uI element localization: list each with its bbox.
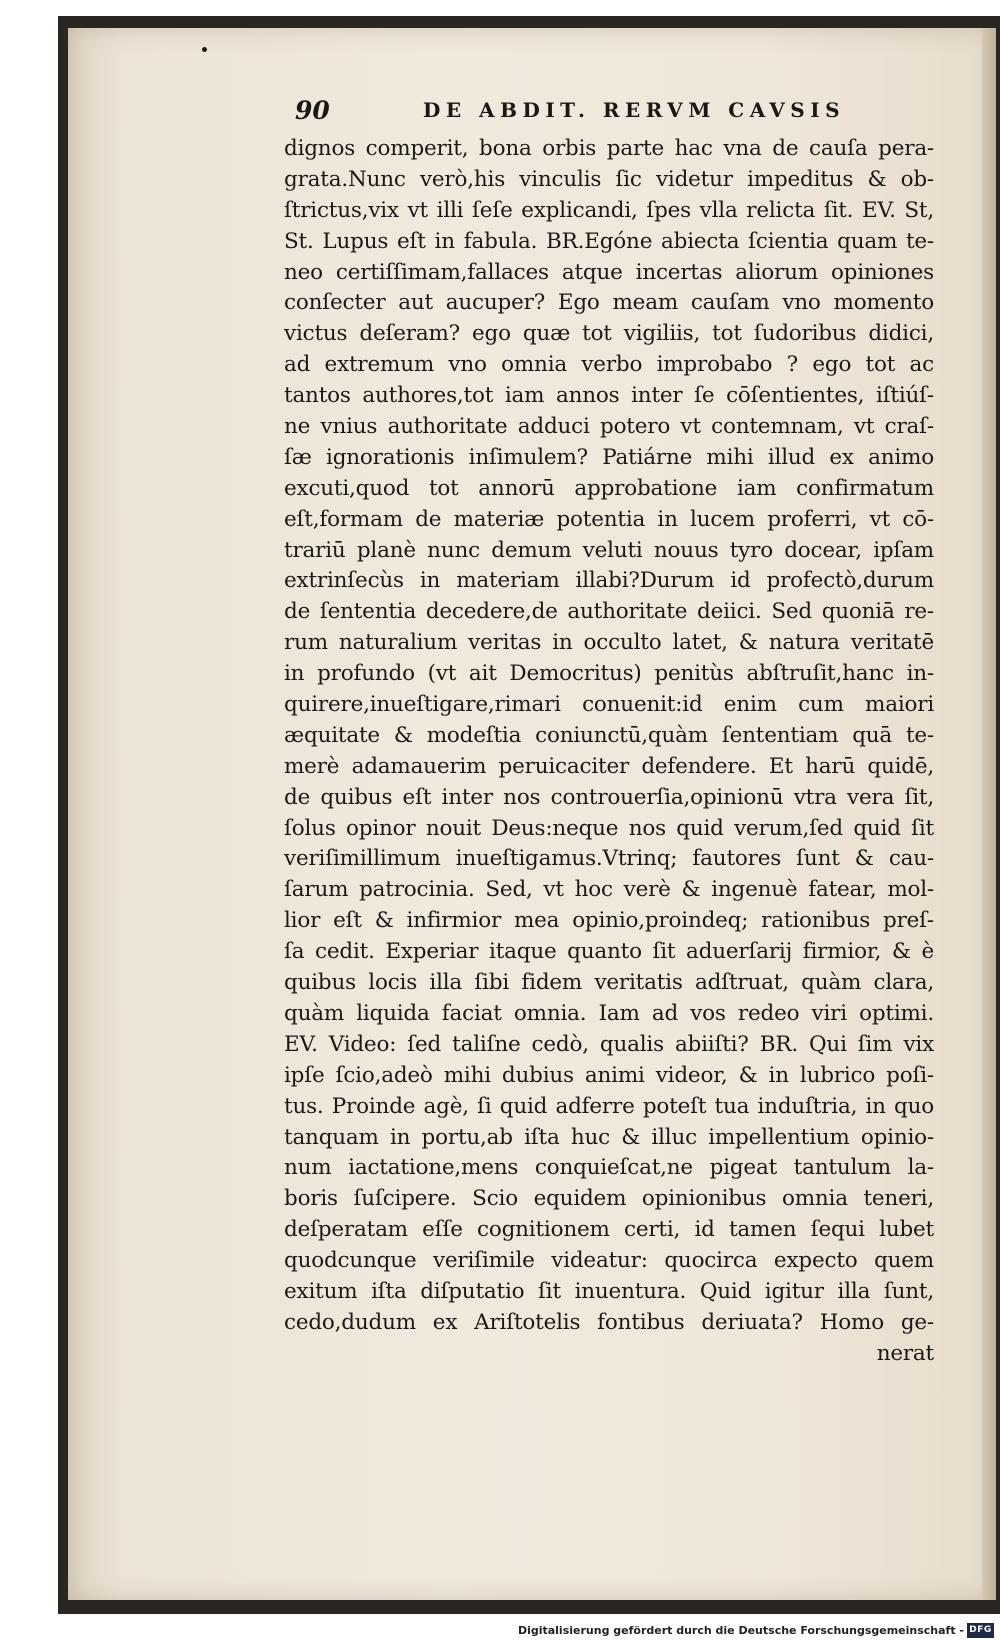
text-line: merè adamauerim peruicaciter defendere. Et harū quidē,: [284, 753, 934, 779]
text-line: boris ſuſcipere. Scio equidem opinionibus omnia teneri,: [284, 1186, 934, 1212]
text-line: extrinſecùs in materiam illabi?Durum id profectò,durum: [284, 568, 934, 594]
text-line: EV. Video: ſed taliſne cedò, qualis abiiſti? BR. Qui ſim vix: [284, 1031, 934, 1057]
page-edge: [982, 28, 996, 1600]
text-line: grata.Nunc verò,his vinculis ſic videtur impeditus & ob-: [284, 166, 934, 192]
text-line: ſarum patrocinia. Sed, vt hoc verè & ingenuè fatear, mol-: [284, 877, 934, 903]
text-line: tantos authores,tot iam annos inter ſe cōſentientes, iſtiúſ-: [284, 383, 934, 409]
text-line: ſolus opinor nouit Deus:neque nos quid verum,ſed quid ſit: [284, 815, 934, 841]
text-line: excuti,quod tot annorū approbatione iam confirmatum: [284, 475, 934, 501]
text-line: dignos comperit, bona orbis parte hac vna de cauſa pera-: [284, 136, 934, 161]
text-line: ſtrictus,vix vt illi ſeſe explicandi, ſpes vlla relicta ſit. EV. St,: [284, 197, 934, 223]
text-line: trariū planè nunc demum veluti nouus tyro docear, ipſam: [284, 537, 934, 563]
text-line: cedo,dudum ex Ariſtotelis fontibus deriuata? Homo ge-: [284, 1309, 934, 1335]
text-line: exitum iſta diſputatio ſit inuentura. Quid igitur illa ſunt,: [284, 1278, 934, 1304]
text-line: num iactatione,mens conquieſcat,ne pigeat tantulum la-: [284, 1155, 934, 1181]
text-line: neo certiſſimam,fallaces atque incertas aliorum opiniones: [284, 259, 934, 285]
text-line: victus deſeram? ego quæ tot vigiliis, tot ſudoribus didici,: [284, 321, 934, 347]
text-line: ad extremum vno omnia verbo improbabo ? ego tot ac: [284, 352, 934, 378]
dfg-logo: DFG: [967, 1623, 994, 1638]
text-line: de ſententia decedere,de authoritate deiici. Sed quoniā re-: [284, 599, 934, 625]
text-line: quodcunque veriſimile videatur: quocirca expecto quem: [284, 1248, 934, 1274]
text-line: æquitate & modeſtia coniunctū,quàm ſententiam quā te-: [284, 722, 934, 748]
text-line: St. Lupus eſt in fabula. BR.Egóne abiecta ſcientia quam te-: [284, 228, 934, 254]
ink-speck: [202, 47, 207, 52]
footer-bar: [0, 1620, 1000, 1643]
text-line: conſecter aut aucuper? Ego meam cauſam vno momento: [284, 290, 934, 316]
text-line: deſperatam eſſe cognitionem certi, id tamen ſequi lubet: [284, 1217, 934, 1243]
text-line: rum naturalium veritas in occulto latet, & natura veritatē: [284, 630, 934, 656]
text-line: ne vnius authoritate adduci potero vt contemnam, vt craſ-: [284, 414, 934, 440]
text-line: in profundo (vt ait Democritus) penitùs abſtruſit,hanc in-: [284, 661, 934, 687]
text-line: veriſimillimum inueſtigamus.Vtrinq; fautores ſunt & cau-: [284, 846, 934, 872]
running-head: [295, 96, 846, 130]
text-line: de quibus eſt inter nos controuerſia,opinionū vtra vera ſit,: [284, 784, 934, 810]
text-line: tus. Proinde agè, ſi quid adferre poteſt tua induſtria, in quo: [284, 1093, 934, 1119]
text-line: ipſe ſcio,adeò mihi dubius animi videor, & in lubrico poſi-: [284, 1062, 934, 1088]
text-line: lior eſt & infirmior mea opinio,proindeq; rationibus preſ-: [284, 908, 934, 934]
text-line: nerat: [876, 1340, 934, 1366]
body-text: [284, 134, 934, 1370]
text-line: quibus locis illa ſibi fidem veritatis adſtruat, quàm clara,: [284, 970, 934, 996]
funding-note: Digitalisierung gefördert durch die Deutsche Forschungsgemeinschaft -: [517, 1624, 964, 1637]
text-line: ſæ ignorationis inſimulem? Patiárne mihi illud ex animo: [284, 444, 934, 470]
text-line: tanquam in portu,ab iſta huc & illuc impellentium opinio-: [284, 1124, 934, 1150]
text-line: ſa cedit. Experiar itaque quanto ſit aduerſarij firmior, & è: [284, 939, 934, 965]
page-number: 90: [295, 96, 330, 125]
text-line: quàm liquida faciat omnia. Iam ad vos redeo viri optimi.: [284, 1000, 934, 1026]
text-line: eſt,formam de materiæ potentia in lucem proferri, vt cō-: [284, 506, 934, 532]
running-head-title: DE ABDIT. RERVM CAVSIS: [423, 98, 846, 122]
text-line: quirere,inueſtigare,rimari conuenit:id enim cum maiori: [284, 692, 934, 718]
